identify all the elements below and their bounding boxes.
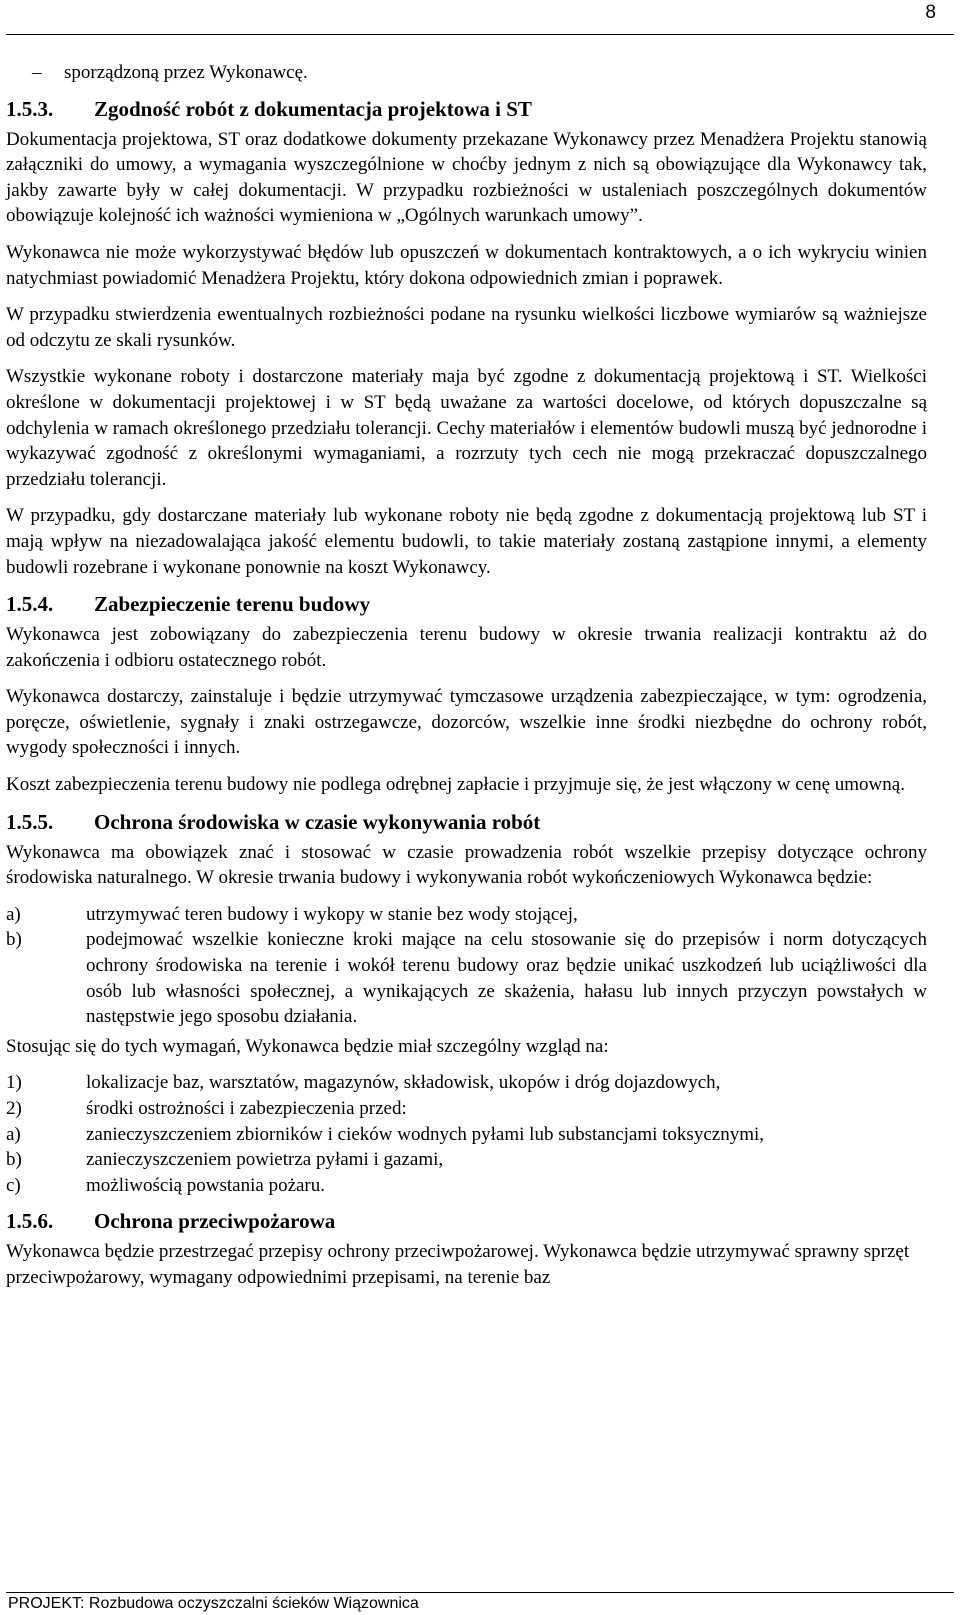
dash-item-text: sporządzoną przez Wykonawcę. bbox=[64, 62, 308, 83]
list-marker: a) bbox=[6, 903, 21, 925]
paragraph: Koszt zabezpieczenia terenu budowy nie podlega odrębnej zapłacie i przyjmuje się, że jest włączony w cenę umowną. bbox=[6, 774, 905, 796]
letter-list bbox=[6, 902, 927, 1030]
section-heading-1-5-6 bbox=[6, 1208, 927, 1235]
list-item-text: zanieczyszczeniem zbiorników i cieków wodnych pyłami lub substancjami toksycznymi, bbox=[86, 1123, 764, 1145]
section-title: Zgodność robót z dokumentacja projektowa i ST bbox=[94, 96, 532, 121]
list-item bbox=[6, 902, 927, 928]
paragraph: Wykonawca będzie przestrzegać przepisy ochrony przeciwpożarowej. Wykonawca będzie utrzymywać sprawny sprzęt przeciwpożarowy, wymagany odpowiednimi przepisami, na terenie baz bbox=[6, 1241, 910, 1288]
paragraph: Wykonawca dostarczy, zainstaluje i będzie utrzymywać tymczasowe urządzenia zabezpieczające, w tym: ogrodzenia, poręcze, oświetlenie, sygnały i znaki ostrzegawcze, dozorców, wszelkie inne środki niezbędne do ochrony robót, wygody społeczności i innych. bbox=[6, 686, 927, 759]
numbered-list bbox=[6, 1070, 927, 1198]
list-item-text: utrzymywać teren budowy i wykopy w stanie bez wody stojącej, bbox=[86, 903, 578, 925]
footer-rule bbox=[6, 1592, 954, 1593]
section-heading-1-5-4 bbox=[6, 591, 927, 618]
list-marker: a) bbox=[6, 1123, 21, 1145]
document-body bbox=[6, 60, 927, 1302]
list-item-text: lokalizacje baz, warsztatów, magazynów, składowisk, ukopów i dróg dojazdowych, bbox=[86, 1072, 721, 1094]
paragraph: W przypadku stwierdzenia ewentualnych rozbieżności podane na rysunku wielkości liczbowe wymiarów są ważniejsze od odczytu ze skali rysunków. bbox=[6, 304, 927, 351]
section-number: 1.5.5. bbox=[6, 809, 54, 834]
footer-project-name: PROJEKT: Rozbudowa oczyszczalni ścieków Wiązownica bbox=[8, 1595, 419, 1612]
dash-marker: – bbox=[32, 62, 42, 83]
section-title: Ochrona przeciwpożarowa bbox=[94, 1209, 336, 1234]
header-rule bbox=[6, 34, 954, 35]
paragraph: Stosując się do tych wymagań, Wykonawca będzie miał szczególny wzgląd na: bbox=[6, 1035, 609, 1057]
list-item bbox=[6, 1173, 927, 1199]
paragraph: Wykonawca jest zobowiązany do zabezpieczenia terenu budowy w okresie trwania realizacji kontraktu aż do zakończenia i odbioru ostatecznego robót. bbox=[6, 624, 927, 671]
list-marker: c) bbox=[6, 1174, 21, 1196]
list-marker: b) bbox=[6, 929, 22, 951]
list-item-text: zanieczyszczeniem powietrza pyłami i gazami, bbox=[86, 1149, 444, 1171]
paragraph: Dokumentacja projektowa, ST oraz dodatkowe dokumenty przekazane Wykonawcy przez Menadżera Projektu stanowią załączniki do umowy, a wymagania wyszczególnione w choćby jednym z nich są obowiązujące dla Wykonawcy tak, jakby zawarte były w całej dokumentacji. W przypadku rozbieżności w ustaleniach poszczególnych dokumentów obowiązuje kolejność ich ważności wymieniona w „Ogólnych warunkach umowy”. bbox=[6, 128, 927, 227]
page-number: 8 bbox=[925, 2, 936, 23]
paragraph: Wszystkie wykonane roboty i dostarczone materiały maja być zgodne z dokumentacją projektową i ST. Wielkości określone w dokumentacji projektowej i w ST będą uważane za wartości docelowe, od których dopuszczalne są odchylenia w ramach określonego przedziału tolerancji. Cechy materiałów i elementów budowli muszą być jednorodne i wykazywać zgodność z określonymi wymaganiami, a rozrzuty tych cech nie mogą przekraczać dopuszczalnego przedziału tolerancji. bbox=[6, 366, 927, 490]
list-item bbox=[6, 1147, 927, 1173]
section-number: 1.5.4. bbox=[6, 592, 54, 617]
list-item-text: możliwością powstania pożaru. bbox=[86, 1174, 326, 1196]
list-item-text: podejmować wszelkie konieczne kroki mające na celu stosowanie się do przepisów i norm dotyczących ochrony środowiska na terenie i wokół terenu budowy oraz będzie unikać uszkodzeń lub uciążliwości dla osób lub własności społecznej, a wynikających ze skażenia, hałasu lub innych przyczyn powstałych w następstwie jego sposobu działania. bbox=[86, 929, 927, 1028]
paragraph: W przypadku, gdy dostarczane materiały lub wykonane roboty nie będą zgodne z dokumentacją projektową lub ST i mają wpływ na niezadowalająca jakość elementu budowli, to takie materiały zostaną zastąpione innymi, a elementy budowli rozebrane i wykonane ponownie na koszt Wykonawcy. bbox=[6, 505, 927, 578]
section-number: 1.5.3. bbox=[6, 96, 54, 121]
section-number: 1.5.6. bbox=[6, 1209, 54, 1234]
paragraph: Wykonawca ma obowiązek znać i stosować w czasie prowadzenia robót wszelkie przepisy dotyczące ochrony środowiska naturalnego. W okresie trwania budowy i wykonywania robót wykończeniowych Wykonawca będzie: bbox=[6, 841, 927, 889]
paragraph: Wykonawca nie może wykorzystywać błędów lub opuszczeń w dokumentach kontraktowych, a o ich wykryciu winien natychmiast powiadomić Menadżera Projektu, który dokona odpowiednich zmian i poprawek. bbox=[6, 241, 927, 289]
section-heading-1-5-5 bbox=[6, 809, 927, 836]
list-item bbox=[6, 1122, 927, 1148]
list-item-text: środki ostrożności i zabezpieczenia przed: bbox=[86, 1098, 407, 1119]
list-item bbox=[6, 1096, 927, 1122]
dash-list-item bbox=[6, 60, 927, 86]
section-title: Ochrona środowiska w czasie wykonywania robót bbox=[94, 809, 541, 834]
list-item bbox=[6, 1070, 927, 1096]
list-marker: 1) bbox=[6, 1072, 22, 1094]
list-marker: 2) bbox=[6, 1098, 22, 1119]
section-heading-1-5-3 bbox=[6, 96, 927, 123]
list-marker: b) bbox=[6, 1149, 22, 1171]
list-item bbox=[6, 927, 927, 1029]
section-title: Zabezpieczenie terenu budowy bbox=[94, 592, 371, 617]
